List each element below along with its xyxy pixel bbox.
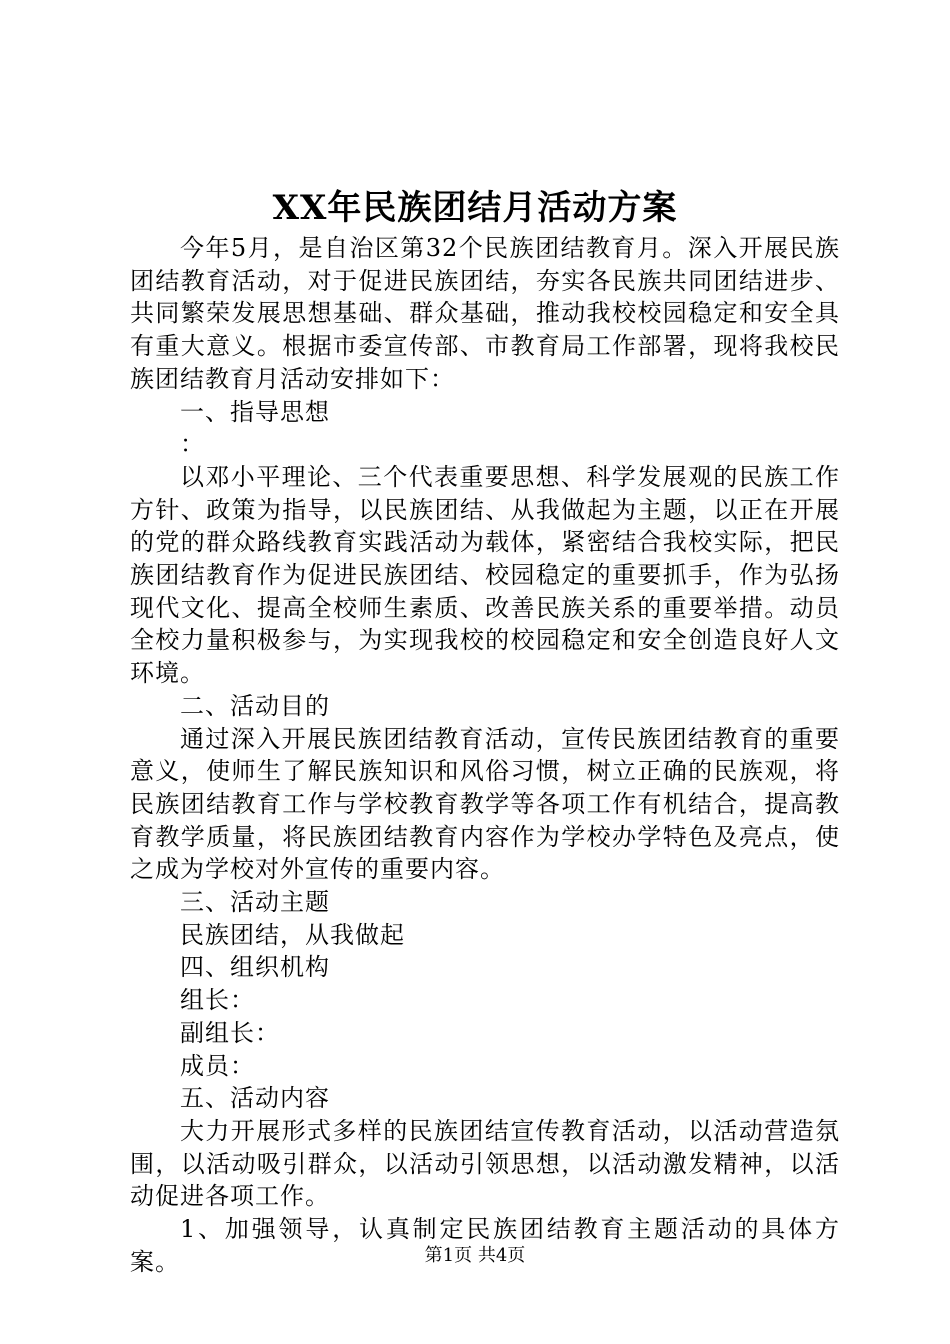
paragraph-item-1: 1、加强领导，认真制定民族团结教育主题活动的具体方案。 (130, 1215, 840, 1276)
heading-organization: 四、组织机构 (180, 953, 330, 982)
heading-activity-content: 五、活动内容 (180, 1084, 330, 1113)
paragraph-activity-theme: 民族团结，从我做起 (180, 920, 405, 949)
page-footer: 第1页 共4页 (424, 1245, 526, 1266)
heading-activity-theme: 三、活动主题 (180, 888, 330, 917)
paragraph-members: 成员： (180, 1051, 255, 1080)
heading-guiding-thought: 一、指导思想 (180, 397, 330, 426)
document-body (130, 232, 840, 1279)
paragraph-colon: ： (180, 430, 205, 459)
paragraph-activity-purpose: 通过深入开展民族团结教育活动，宣传民族团结教育的重要意义，使师生了解民族知识和风俗习惯，树立正确的民族观，将民族团结教育工作与学校教育教学等各项工作有机结合，提高教育教学质量，将民族团结教育内容作为学校办学特色及亮点，使之成为学校对外宣传的重要内容。 (130, 724, 840, 884)
paragraph-guiding-thought: 以邓小平理论、三个代表重要思想、科学发展观的民族工作方针、政策为指导，以民族团结、从我做起为主题，以正在开展的党的群众路线教育实践活动为载体，紧密结合我校实际，把民族团结教育作为促进民族团结、校园稳定的重要抓手，作为弘扬现代文化、提高全校师生素质、改善民族关系的重要举措。动员全校力量积极参与，为实现我校的校园稳定和安全创造良好人文环境。 (130, 462, 840, 688)
document-title: XX年民族团结月活动方案 (272, 188, 678, 228)
paragraph-activity-content: 大力开展形式多样的民族团结宣传教育活动，以活动营造氛围，以活动吸引群众，以活动引领思想，以活动激发精神，以活动促进各项工作。 (130, 1116, 840, 1211)
paragraph-group-leader: 组长： (180, 986, 255, 1015)
heading-activity-purpose: 二、活动目的 (180, 691, 330, 720)
paragraph-deputy-leader: 副组长： (180, 1018, 280, 1047)
paragraph-intro: 今年5月，是自治区第32个民族团结教育月。深入开展民族团结教育活动，对于促进民族团结，夯实各民族共同团结进步、共同繁荣发展思想基础、群众基础，推动我校校园稳定和安全具有重大意义。根据市委宣传部、市教育局工作部署，现将我校民族团结教育月活动安排如下： (130, 234, 840, 393)
